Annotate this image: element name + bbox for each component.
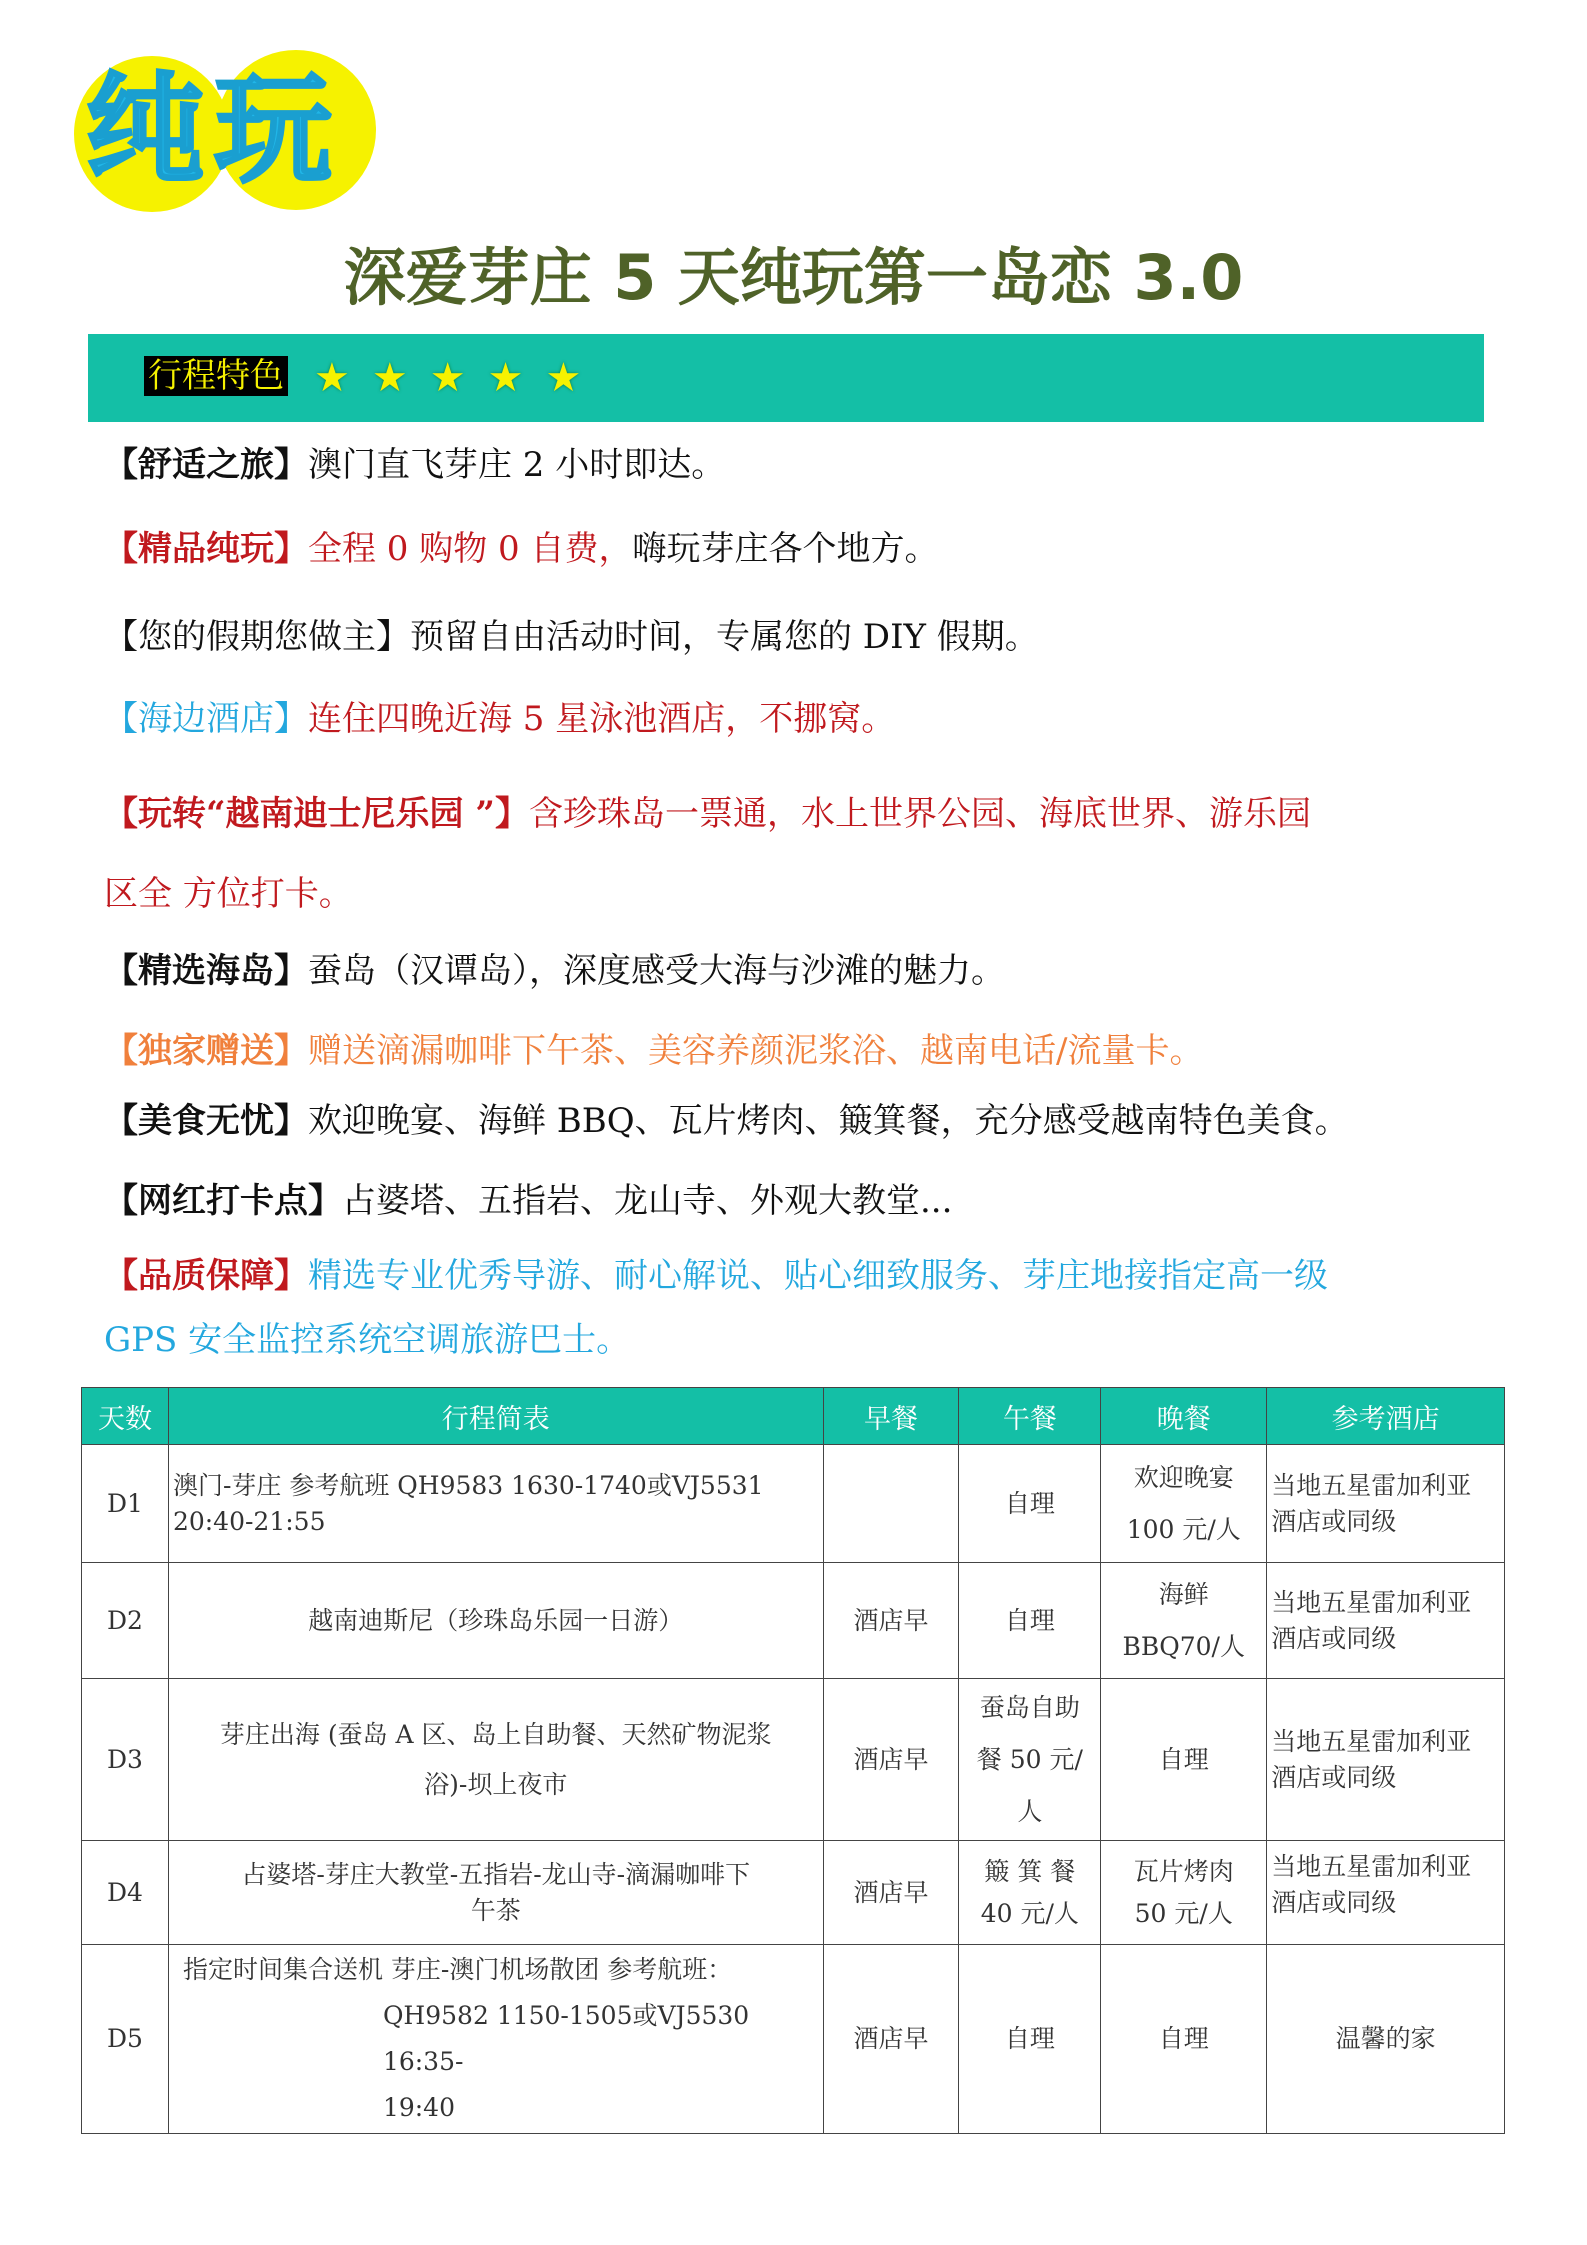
- feature-text-2: 区全 方位打卡。: [104, 874, 353, 914]
- route-cell: [168, 1841, 823, 1945]
- logo: [74, 50, 374, 210]
- star-icon: ★: [429, 355, 488, 401]
- hotel-line: 酒店或同级: [1271, 1762, 1397, 1792]
- lunch-cell: 自理: [959, 1563, 1101, 1679]
- feature-tag: 【精品纯玩】: [104, 529, 308, 569]
- header-route: 行程简表: [168, 1388, 823, 1445]
- feature-text: 精选专业优秀导游、耐心解说、贴心细致服务、芽庄地接指定高一级: [308, 1256, 1328, 1296]
- hotel-line: 当地五星雷加利亚: [1271, 1587, 1472, 1617]
- table-row: [82, 1841, 1505, 1945]
- breakfast-cell: 酒店早: [823, 1563, 959, 1679]
- route-cell: [168, 1445, 823, 1563]
- feature-tag: 【美食无忧】: [104, 1101, 308, 1141]
- feature-island: [104, 932, 1504, 1010]
- hotel-line: 当地五星雷加利亚: [1271, 1726, 1472, 1756]
- features-banner: [88, 334, 1484, 422]
- header-dinner: 晚餐: [1101, 1388, 1267, 1445]
- hotel-cell: [1267, 1841, 1505, 1945]
- dinner-line: 瓦片烤肉: [1133, 1856, 1234, 1886]
- dinner-cell: [1101, 1445, 1267, 1563]
- hotel-cell: 温馨的家: [1267, 1945, 1505, 2134]
- star-icon: ★: [314, 355, 372, 401]
- feature-gift: [104, 1012, 1504, 1090]
- feature-text: 澳门直飞芽庄 2 小时即达。: [308, 445, 726, 485]
- feature-text: 含珍珠岛一票通，水上世界公园、海底世界、游乐园: [528, 794, 1311, 834]
- feature-tag: 【玩转“越南迪士尼乐园 ”】: [104, 794, 529, 834]
- logo-text: 纯玩: [86, 61, 343, 199]
- lunch-line: 蚕岛自助: [979, 1692, 1080, 1722]
- header-day: 天数: [82, 1388, 169, 1445]
- dinner-line: 100 元/人: [1126, 1514, 1241, 1544]
- page-title: 深爱芽庄 5 天纯玩第一岛恋 3.0: [343, 241, 1244, 314]
- feature-text: 赠送滴漏咖啡下午茶、美容养颜泥浆浴、越南电话/流量卡。: [308, 1031, 1204, 1071]
- hotel-line: 酒店或同级: [1271, 1888, 1397, 1917]
- feature-quality: [104, 1244, 1504, 1372]
- route-line: 浴)-坝上夜市: [424, 1769, 568, 1799]
- route-line: 芽庄出海 (蚕岛 A 区、岛上自助餐、天然矿物泥浆: [219, 1719, 772, 1749]
- feature-comfort: [104, 426, 1504, 504]
- star-icon: ★: [545, 355, 604, 401]
- rating-stars: [314, 350, 603, 406]
- feature-text-2: GPS 安全监控系统空调旅游巴士。: [104, 1320, 631, 1360]
- table-row: [82, 1445, 1505, 1563]
- feature-text: 欢迎晚宴、海鲜 BBQ、瓦片烤肉、簸箕餐，充分感受越南特色美食。: [308, 1101, 1349, 1141]
- hotel-line: 当地五星雷加利亚: [1271, 1852, 1472, 1881]
- route-line: 19:40: [382, 2093, 455, 2122]
- lunch-line: 40 元/人: [980, 1898, 1079, 1928]
- day-cell: D1: [82, 1445, 169, 1563]
- dinner-cell: 自理: [1101, 1945, 1267, 2134]
- table-header-row: [82, 1388, 1505, 1445]
- header-lunch: 午餐: [959, 1388, 1101, 1445]
- feature-text: 预留自由活动时间，专属您的 DIY 假期。: [410, 617, 1039, 657]
- feature-disney: [104, 774, 1504, 934]
- hotel-cell: [1267, 1679, 1505, 1841]
- feature-tag: 【您的假期您做主】: [104, 617, 410, 657]
- feature-text: 全程 0 购物 0 自费，: [308, 529, 633, 569]
- table-row: [82, 1563, 1505, 1679]
- table-row: [82, 1679, 1505, 1841]
- dinner-line: 欢迎晚宴: [1133, 1462, 1234, 1492]
- lunch-cell: [959, 1841, 1101, 1945]
- feature-text: 蚕岛（汉谭岛），深度感受大海与沙滩的魅力。: [308, 951, 1005, 991]
- feature-tag: 【舒适之旅】: [104, 445, 308, 485]
- feature-text: 连住四晚近海 5 星泳池酒店，不挪窝。: [308, 699, 896, 739]
- route-line: 澳门-芽庄 参考航班 QH9583 1630-1740或VJ5531: [172, 1470, 764, 1500]
- route-line: 午茶: [470, 1895, 521, 1925]
- dinner-cell: [1101, 1841, 1267, 1945]
- route-line: 占婆塔-芽庄大教堂-五指岩-龙山寺-滴漏咖啡下: [241, 1859, 751, 1889]
- feature-tag: 【独家赠送】: [104, 1031, 308, 1071]
- lunch-cell: 自理: [959, 1445, 1101, 1563]
- feature-pure-play: [104, 510, 1504, 588]
- lunch-cell: [959, 1679, 1101, 1841]
- lunch-line: 人: [1017, 1796, 1043, 1826]
- day-cell: D4: [82, 1841, 169, 1945]
- header-hotel: 参考酒店: [1267, 1388, 1505, 1445]
- route-cell: [168, 1945, 823, 2134]
- hotel-line: 酒店或同级: [1271, 1506, 1397, 1536]
- breakfast-cell: 酒店早: [823, 1841, 959, 1945]
- day-cell: D5: [82, 1945, 169, 2134]
- feature-food: [104, 1082, 1504, 1160]
- feature-holiday: [104, 598, 1504, 676]
- lunch-line: 簸 箕 餐: [984, 1856, 1076, 1886]
- itinerary-table: [81, 1387, 1505, 2134]
- feature-hotel: [104, 680, 1504, 758]
- features-banner-label: 行程特色: [144, 356, 288, 396]
- hotel-cell: [1267, 1563, 1505, 1679]
- route-line: 指定时间集合送机 芽庄-澳门机场散团 参考航班：: [182, 1955, 733, 1984]
- dinner-line: 海鲜: [1158, 1579, 1209, 1609]
- feature-tag: 【品质保障】: [104, 1256, 308, 1296]
- dinner-line: BBQ70/人: [1122, 1631, 1245, 1661]
- lunch-cell: 自理: [959, 1945, 1101, 2134]
- table-row: [82, 1945, 1505, 2134]
- breakfast-cell: 酒店早: [823, 1945, 959, 2134]
- lunch-line: 餐 50 元/: [976, 1744, 1083, 1774]
- star-icon: ★: [371, 355, 430, 401]
- route-line: 20:40-21:55: [172, 1506, 326, 1536]
- feature-checkin: [104, 1162, 1504, 1240]
- dinner-cell: 自理: [1101, 1679, 1267, 1841]
- day-cell: D2: [82, 1563, 169, 1679]
- header-breakfast: 早餐: [823, 1388, 959, 1445]
- route-cell: 越南迪斯尼（珍珠岛乐园一日游）: [168, 1563, 823, 1679]
- hotel-cell: [1267, 1445, 1505, 1563]
- hotel-line: 当地五星雷加利亚: [1271, 1470, 1472, 1500]
- dinner-cell: [1101, 1563, 1267, 1679]
- star-icon: ★: [487, 355, 546, 401]
- feature-text-2: 嗨玩芽庄各个地方。: [632, 529, 939, 569]
- breakfast-cell: [823, 1445, 959, 1563]
- feature-text: 占婆塔、五指岩、龙山寺、外观大教堂...: [342, 1181, 953, 1221]
- route-cell: [168, 1679, 823, 1841]
- feature-tag: 【海边酒店】: [104, 699, 308, 739]
- feature-tag: 【精选海岛】: [104, 951, 308, 991]
- dinner-line: 50 元/人: [1134, 1898, 1233, 1928]
- feature-tag: 【网红打卡点】: [104, 1181, 342, 1221]
- breakfast-cell: 酒店早: [823, 1679, 959, 1841]
- route-line: QH9582 1150-1505或VJ5530 16:35-: [382, 2001, 750, 2076]
- hotel-line: 酒店或同级: [1271, 1623, 1397, 1653]
- day-cell: D3: [82, 1679, 169, 1841]
